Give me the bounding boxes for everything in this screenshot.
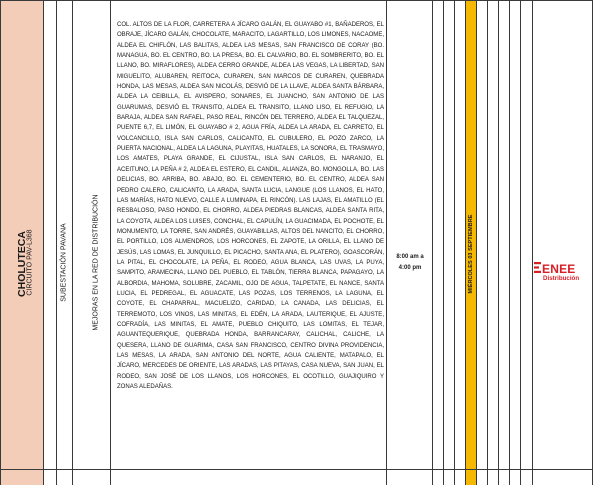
work-type-label: MEJORAS EN LA RED DE DISTRIBUCIÓN [92,194,100,331]
grid-line [43,0,44,485]
grid-line [509,0,510,485]
grid-line [487,0,488,485]
grid-line [386,0,387,485]
grid-line [476,0,477,485]
substation-label: SUBESTACIÓN PAVANA [60,223,68,302]
logo-subtitle: Distribución [543,275,580,282]
enee-logo-mark-icon [534,262,541,273]
affected-areas-text: COL. ALTOS DE LA FLOR, CARRETERA A JÍCARO GALÁN, EL GUAYABO #1, BAÑADEROS, EL OBRAJE, JÍCARO GALÁN, CHOCOLATE, MARACITO, LAGARTILLO, LOS LIMONES, NACAOME, ALDEA EL CHIFLÓN, LAS BALITAS, ALDEA LAS MESAS, SAN FRANCISCO DE CORAY (BO. MANAGUA, BO. EL CENTRO, BO. LA PRESA, BO. EL CALVARIO, BO. EL SOMBRERITO, BO. EL LLANO, BO. MIRAFLORES), ALDEA CERRO GRANDE, ALDEA LAS VEGAS, LA LIBERTAD, SAN MIGUELITO, ALUBAREN, REITOCA, CURAREN, SAN MARCOS DE CURAREN, QUEBRADA HONDA, LAS MESAS, ALDEA SAN NICOLÁS, DESVIÓ DE LA LLAVE, ALDEA SANTA BÁRBARA, ALDEA LA CEIBILLA, EL AVISPERO, SONARES, EL JUANCHO, SAN ANTONIO DE LAS GUARUMAS, DESVIÓ EL TRANSITO, ALDEA EL TRANSITO, LLANO LISO, EL REFUGIO, LA BARAJA, ALDEA SAN RAFAEL, PASO REAL, RINCÓN DEL TERRERO, ALDEA EL TALQUEZAL, PUENTE 6,7, EL LIMÓN, EL GUAYABO # 2, AGUA FRÍA, ALDEA LA ARADA, EL CARRETO, EL VOLCANCILLO, ISLA SAN CARLOS, CALICANTO, EL CUBULERO, EL POZO ZARCO, LA PUERTA NACIONAL, ALDEA LA LAGUNA, PLAYITAS, HUATALES, LA SONORA, EL TRASMAYO, LOS AMATES, PLAYA GRANDE, EL CIJUSTAL, ISLA SAN CARLOS, EL NARANJO, EL ACEITUNO, LA PEÑA # 2, ALDEA EL ESTERO, EL CANDIL, ALIANZA, BO. MONGOLLA, BO. LAS DELICIAS, BO. ARRIBA, BO. ABAJO, BO. EL CEMENTERIO, BO. EL CENTRO, ALDEA SAN PEDRO CALERO, CALICANTO, LA ARADA, SANTA LUCIA, LANGUE (LOS LLANOS, EL HATO, LAS MARÍAS, HATO NUEVO, CALLE A LUMINAPA, EL RINCÓN). LAS LAJAS, EL AMATILLO (EL RESBALOSO, PASO HONDO, EL CHORRO, ALDEA PIEDRAS BLANCAS, ALDEA SANTA RITA, LA COYOTA, ALDEA LOS LUISES, CONCHAL, EL CAPULÍN, LA GUACIMADA, EL POCHOTE, EL MONUMENTO, LA TORRE, SAN ANDRÉS, GUAYABILLAS, ALTOS DEL NANCITO, EL CHORRO, EL PORTILLO, LOS ALMENDROS, LOS HORCONES, EL ZAPOTE, LA ORILLA, EL LLANO DE JESÚS, LAS LOMAS, EL JUNQUILLO, EL PICACHO, SANTA ANA, EL PLATERO), GOASCORÁN, LA PITAL, EL CHOCOLATE, LA PEÑA, EL RODEO, AGUA BLANCA, LAS UVAS, LA PUYA, SAMPITO, ARAMECINA, LLANO DEL PUEBLO, EL TABLÓN, TIERRA BLANCA, PAPAGAYO, LA ALBORDIA, MAHOMA, SOLUBRE, ZACAMIL, OJO DE AGUA, TALPETATE, EL NANCE, SANTA LUCIA, EL PEDREGAL, EL AGUACATE, LAS POZAS, LOS TERRENOS, LA LAGUNA, EL COYOTE, EL CHAPARRAL, MACUELIZO, CARIDAD, LA CANADA, LAS DELICIAS, EL TERREMOTO, LOS VINOS, LAS MINITAS, EL EDÉN, LA ARADA, LAUTERIQUE, EL AJUSTE, COFRADÍA, LAS MINITAS, EL AMATE, PUEBLO CHIQUITO, LAS LOMITAS, EL TEJAR, AGUANTEQUERIQUE, QUEBRADA HONDA, BARRANCARAY, CALICHAL, CALICHE, LA QUESERA, LLANO DE GUARIMA, CASA SAN FRANCISCO, CENTRO DIVINA PROVIDENCIA, LAS MESAS, LA ARADA, SAN ANTONIO DEL NORTE, AGUA CALIENTE, MATAPALO, EL JÍCARO, MERCEDES DE ORIENTE, LAS ARADAS, LAS PITAYAS, CASA NUEVA, SAN JUAN, EL RODEO, SAN JOSÉ DE LOS LLANOS, LOS HORCONES, EL OCOTILLO, GUAJIQUIRO Y ZONAS ALEDAÑAS. [117,22,384,391]
table-top-border [0,0,593,1]
schedule-start: 8:00 am a [396,254,424,260]
grid-line [465,0,466,485]
row-bottom-border [0,469,593,470]
schedule-cell [389,252,431,274]
grid-line [0,0,1,485]
day-label: MIÉRCOLES 03 SEPTIEMBRE [468,214,474,294]
grid-line [532,0,533,485]
logo-brand: ENEE [542,262,576,276]
grid-line [454,0,455,485]
grid-line [498,0,499,485]
grid-line [110,0,111,485]
grid-line [432,0,433,485]
grid-line [56,0,57,485]
enee-logo [534,260,592,294]
department-label: CHOLUTECA [16,231,28,297]
schedule-end: 4:00 pm [398,265,422,271]
circuit-label: CIRCUITO PAV-L368 [26,229,34,296]
grid-line [520,0,521,485]
grid-line [443,0,444,485]
grid-line [72,0,73,485]
